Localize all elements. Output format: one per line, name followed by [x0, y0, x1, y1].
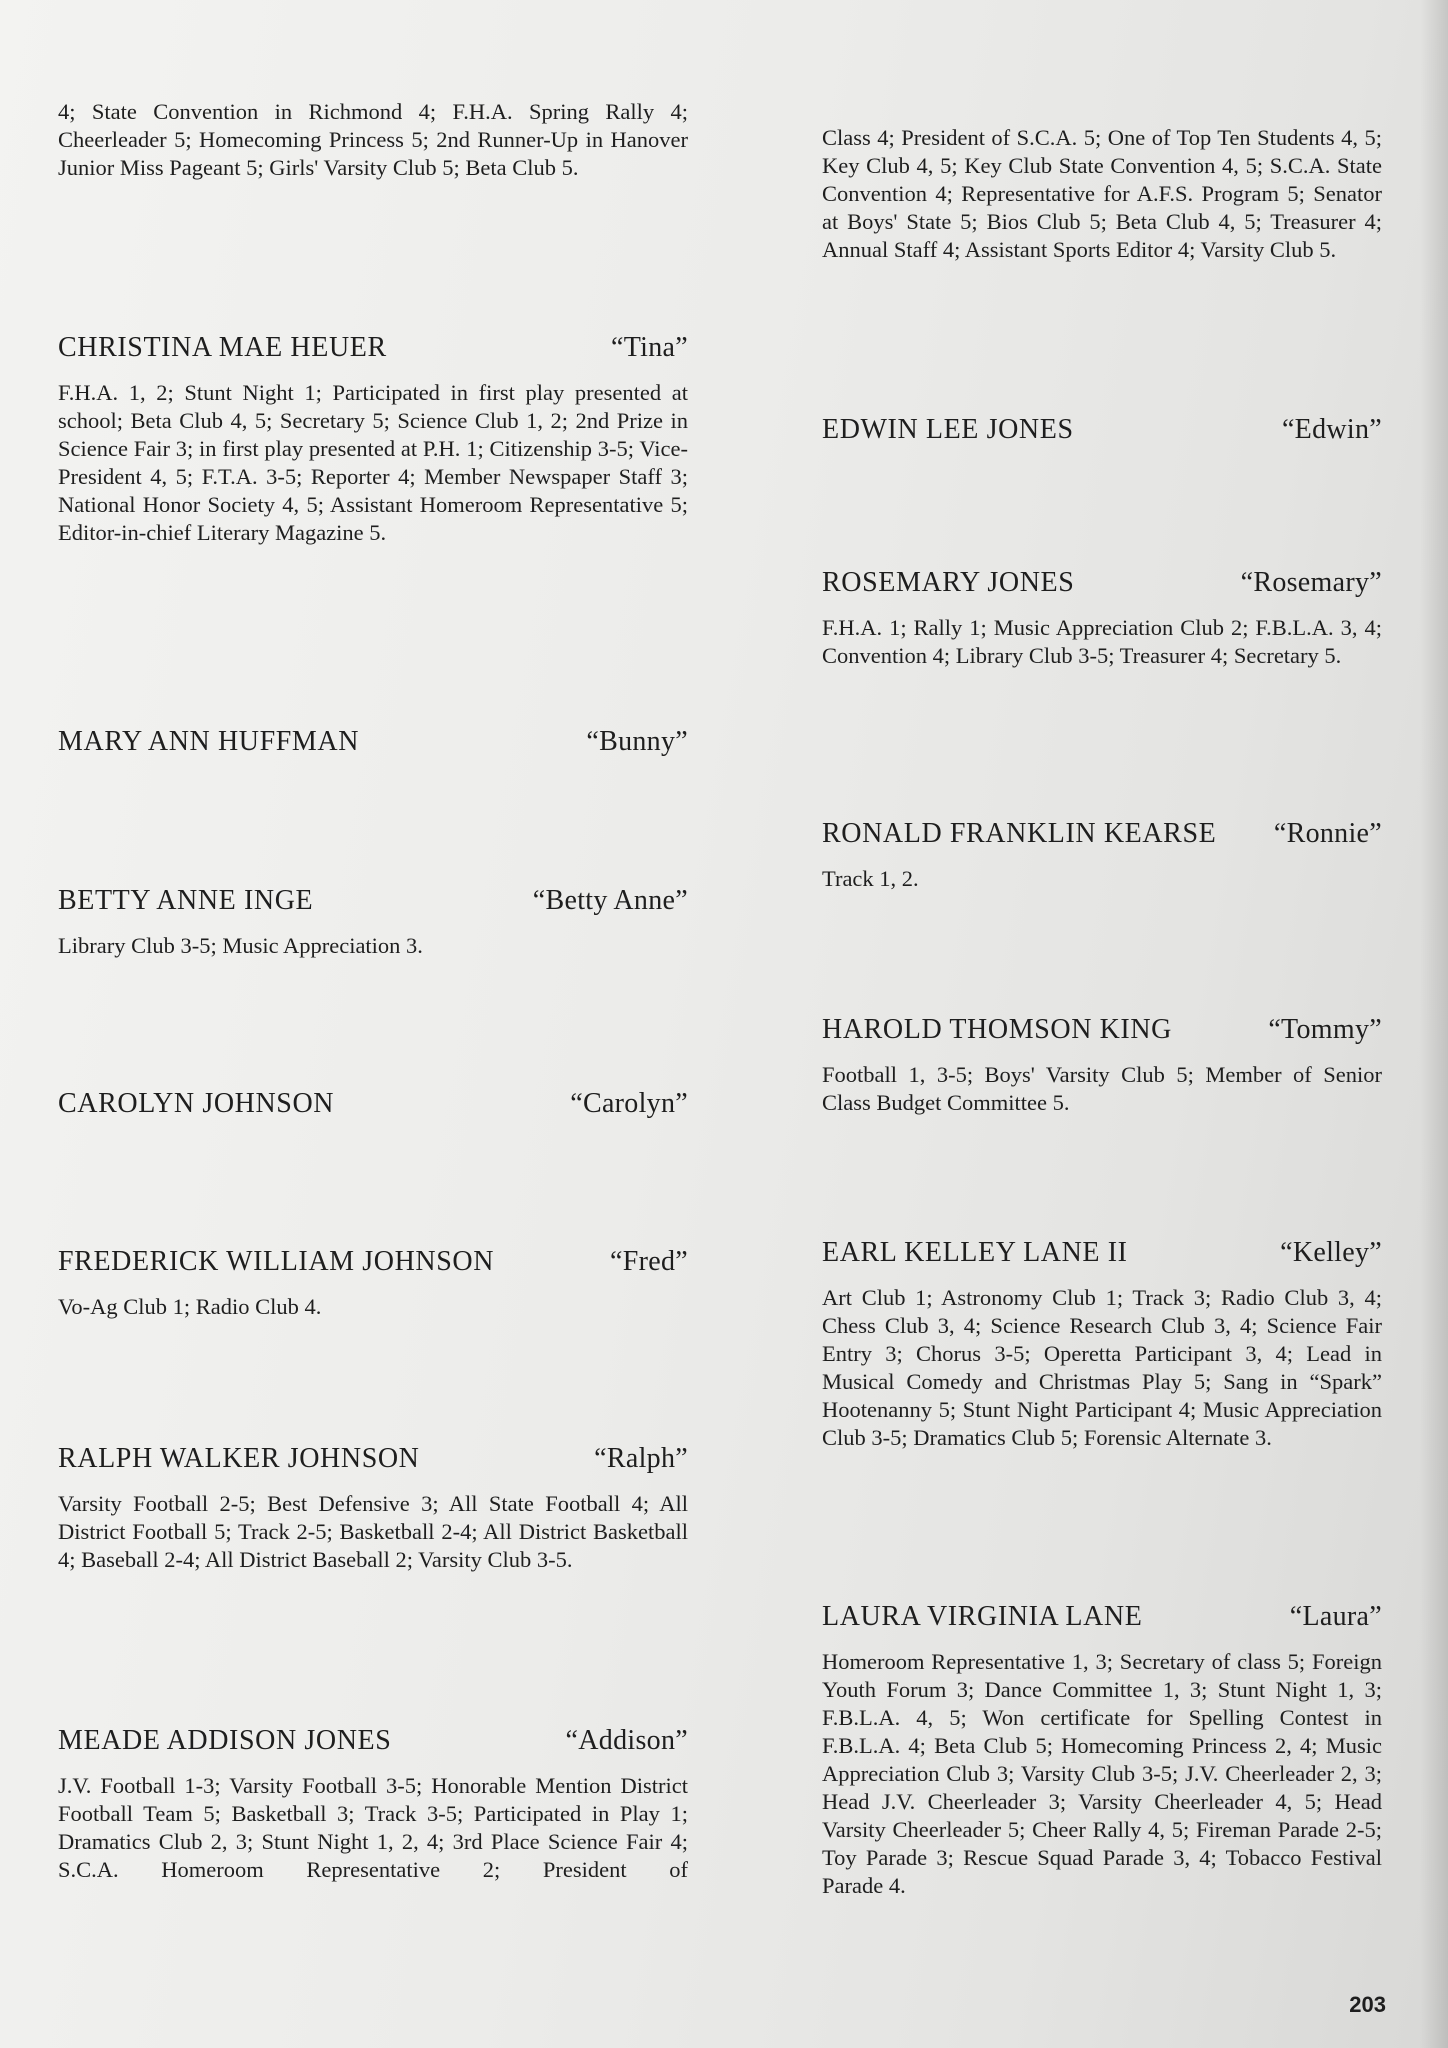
senior-name: RONALD FRANKLIN KEARSE — [822, 818, 1217, 849]
senior-entry — [58, 1245, 688, 1321]
senior-name: MARY ANN HUFFMAN — [58, 726, 360, 757]
senior-name: CHRISTINA MAE HEUER — [58, 332, 387, 363]
senior-nickname: “Tina” — [611, 332, 688, 363]
senior-nickname: “Ralph” — [594, 1443, 688, 1474]
continued-activities-right: Class 4; President of S.C.A. 5; One of Top Ten Students 4, 5; Key Club 4, 5; Key Club State Convention 4, 5; S.C.A. State Convention 4; Representative for A.F.S. Program 5; Senator at Boys' State 5; Bios Club 5; Beta Club 4, 5; Treasurer 4; Annual Staff 4; Assistant Sports Editor 4; Varsity Club 5. — [822, 125, 1382, 262]
senior-nickname: “Fred” — [610, 1246, 688, 1277]
senior-activities: Football 1, 3-5; Boys' Varsity Club 5; Member of Senior Class Budget Committee 5. — [822, 1062, 1382, 1115]
senior-name: EDWIN LEE JONES — [822, 414, 1074, 445]
senior-entry — [822, 817, 1382, 893]
page-number: 203 — [1349, 1992, 1386, 2017]
senior-nickname: “Laura” — [1289, 1601, 1382, 1632]
senior-name: MEADE ADDISON JONES — [58, 1725, 392, 1756]
senior-activities: Varsity Football 2-5; Best Defensive 3; All State Football 4; All District Football 5; Track 2-5; Basketball 2-4; All District Basketball 4; Baseball 2-4; All District Baseball 2; Varsity Club 3-5. — [58, 1491, 688, 1572]
senior-name: LAURA VIRGINIA LANE — [822, 1601, 1143, 1632]
entry-header — [58, 1442, 688, 1476]
entry-header — [822, 1236, 1382, 1270]
entry-header — [58, 884, 688, 918]
senior-nickname: “Betty Anne” — [532, 885, 688, 916]
senior-nickname: “Tommy” — [1268, 1014, 1382, 1045]
senior-name: BETTY ANNE INGE — [58, 885, 314, 916]
senior-name: RALPH WALKER JOHNSON — [58, 1443, 420, 1474]
senior-entry — [58, 1442, 688, 1574]
senior-name: HAROLD THOMSON KING — [822, 1014, 1172, 1045]
entry-header — [822, 817, 1382, 851]
senior-activities: F.H.A. 1, 2; Stunt Night 1; Participated in first play presented at school; Beta Club 4, 5; Secretary 5; Science Club 1, 2; 2nd Prize in Science Fair 3; in first play presented at P.H. 1; Citizenship 3-5; Vice-President 4, 5; F.T.A. 3-5; Reporter 4; Member Newspaper Staff 3; National Honor Society 4, 5; Assistant Homeroom Representative 5; Editor-in-chief Literary Magazine 5. — [58, 380, 688, 545]
senior-nickname: “Carolyn” — [570, 1088, 688, 1119]
senior-entry — [58, 1087, 688, 1135]
entry-header — [58, 1245, 688, 1279]
senior-nickname: “Ronnie” — [1273, 818, 1382, 849]
senior-activities: Vo-Ag Club 1; Radio Club 4. — [58, 1294, 322, 1319]
senior-entry — [58, 1724, 688, 1884]
senior-entry — [822, 413, 1382, 461]
senior-nickname: “Rosemary” — [1240, 567, 1382, 598]
senior-activities: Library Club 3-5; Music Appreciation 3. — [58, 933, 423, 958]
senior-entry — [58, 884, 688, 960]
senior-activities: J.V. Football 1-3; Varsity Football 3-5; Honorable Mention District Football Team 5; Basketball 3; Track 3-5; Participated in Play 1; Dramatics Club 2, 3; Stunt Night 1, 2, 4; 3rd Place Science Fair 4; S.C.A. Homeroom Representative 2; President of — [58, 1773, 688, 1882]
page-edge-shadow — [1420, 0, 1448, 2048]
senior-entry — [822, 566, 1382, 670]
senior-nickname: “Edwin” — [1281, 414, 1382, 445]
left-column — [58, 0, 688, 2048]
senior-activities: Art Club 1; Astronomy Club 1; Track 3; Radio Club 3, 4; Chess Club 3, 4; Science Research Club 3, 4; Science Fair Entry 3; Chorus 3-5; Operetta Participant 3, 4; Lead in Musical Comedy and Christmas Play 5; Sang in “Spark” Hootenanny 5; Stunt Night Participant 4; Music Appreciation Club 3-5; Dramatics Club 5; Forensic Alternate 3. — [822, 1285, 1382, 1450]
entry-header — [58, 725, 688, 759]
senior-activities: Homeroom Representative 1, 3; Secretary of class 5; Foreign Youth Forum 3; Dance Committee 1, 3; Stunt Night 1, 3; F.B.L.A. 4, 5; Won certificate for Spelling Contest in F.B.L.A. 4; Beta Club 5; Homecoming Princess 2, 4; Music Appreciation Club 3; Varsity Club 3-5; J.V. Cheerleader 2, 3; Head J.V. Cheerleader 3; Varsity Cheerleader 4, 5; Head Varsity Cheerleader 5; Cheer Rally 4, 5; Fireman Parade 2-5; Toy Parade 3; Rescue Squad Parade 3, 4; Tobacco Festival Parade 4. — [822, 1649, 1382, 1898]
senior-nickname: “Kelley” — [1280, 1237, 1382, 1268]
senior-name: FREDERICK WILLIAM JOHNSON — [58, 1246, 495, 1277]
senior-entry — [58, 725, 688, 773]
senior-name: CAROLYN JOHNSON — [58, 1088, 335, 1119]
entry-header — [822, 1600, 1382, 1634]
senior-name: ROSEMARY JONES — [822, 567, 1075, 598]
senior-activities: F.H.A. 1; Rally 1; Music Appreciation Club 2; F.B.L.A. 3, 4; Convention 4; Library Club 3-5; Treasurer 4; Secretary 5. — [822, 615, 1382, 668]
senior-nickname: “Bunny” — [586, 726, 688, 757]
senior-entry — [822, 1600, 1382, 1900]
entry-header — [58, 1087, 688, 1121]
entry-header — [822, 1013, 1382, 1047]
senior-name: EARL KELLEY LANE II — [822, 1237, 1128, 1268]
senior-entry — [58, 331, 688, 547]
entry-header — [822, 566, 1382, 600]
senior-entry — [822, 1236, 1382, 1452]
continued-activities-left: 4; State Convention in Richmond 4; F.H.A. Spring Rally 4; Cheerleader 5; Homecoming Princess 5; 2nd Runner-Up in Hanover Junior Miss Pageant 5; Girls' Varsity Club 5; Beta Club 5. — [58, 99, 688, 180]
right-column — [822, 0, 1382, 2048]
senior-entry — [822, 1013, 1382, 1117]
senior-activities: Track 1, 2. — [822, 866, 919, 891]
senior-nickname: “Addison” — [565, 1725, 688, 1756]
entry-header — [58, 331, 688, 365]
entry-header — [822, 413, 1382, 447]
entry-header — [58, 1724, 688, 1758]
